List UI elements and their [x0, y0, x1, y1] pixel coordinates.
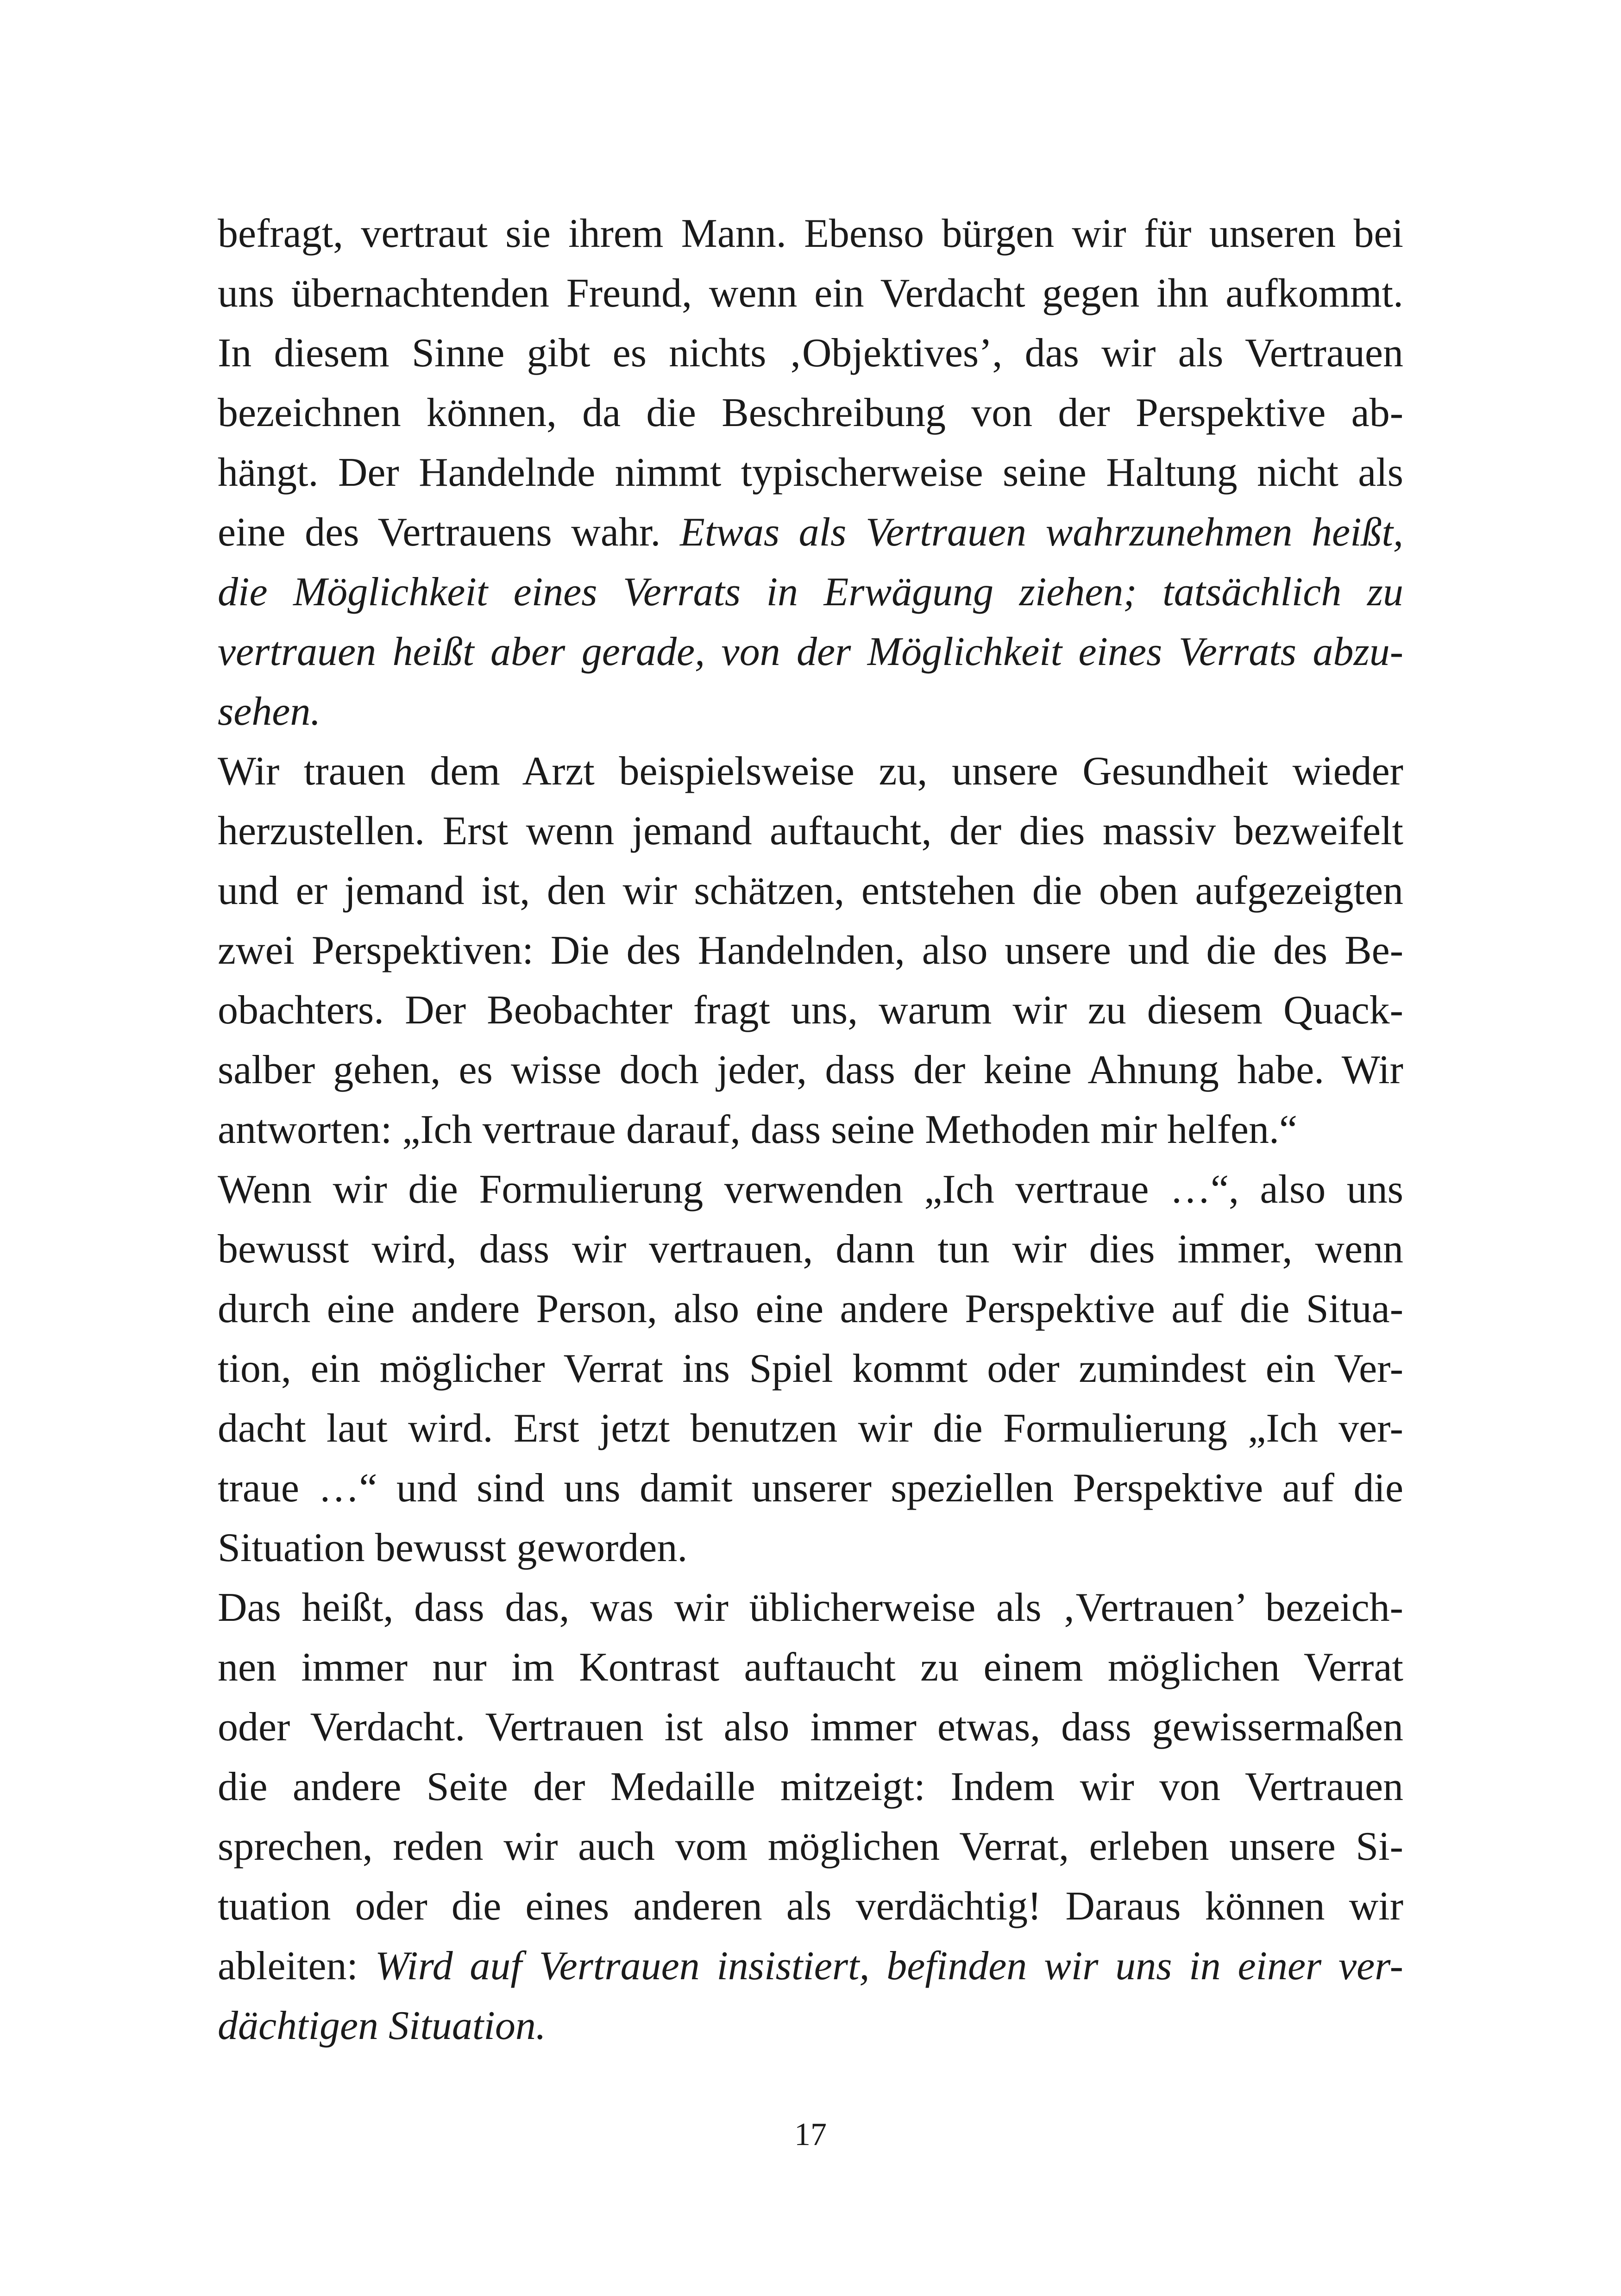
text-line [218, 1458, 1403, 1518]
text-run: antworten: „Ich vertraue darauf, dass seine Methoden mir helfen.“ [218, 1107, 1298, 1152]
italic-run: vertrauen heißt aber gerade, von der Möglichkeit eines Verrats abzu- [218, 629, 1403, 674]
text-line [218, 383, 1403, 443]
text-line [218, 921, 1403, 980]
italic-run: dächtigen Situation. [218, 2003, 546, 2048]
text-line [218, 443, 1403, 502]
text-run: befragt, vertraut sie ihrem Mann. Ebenso bürgen wir für unseren bei [218, 211, 1403, 256]
text-run: In diesem Sinne gibt es nichts ‚Objektives’, das wir als Vertrauen [218, 331, 1403, 376]
text-run: salber gehen, es wisse doch jeder, dass der keine Ahnung habe. Wir [218, 1048, 1403, 1092]
text-line [218, 1936, 1403, 1996]
text-run: bezeichnen können, da die Beschreibung von der Perspektive ab- [218, 390, 1403, 435]
text-line [218, 1339, 1403, 1399]
text-run: Wenn wir die Formulierung verwenden „Ich vertraue …“, also uns [218, 1167, 1403, 1212]
text-line [218, 263, 1403, 323]
text-run: hängt. Der Handelnde nimmt typischerweise seine Haltung nicht als [218, 450, 1403, 495]
text-line [218, 1996, 1403, 2056]
text-run: durch eine andere Person, also eine andere Perspektive auf die Situa- [218, 1286, 1403, 1331]
text-line [218, 1578, 1403, 1637]
text-run: oder Verdacht. Vertrauen ist also immer etwas, dass gewissermaßen [218, 1705, 1403, 1750]
text-line [218, 1876, 1403, 1936]
text-line [218, 741, 1403, 801]
text-line [218, 1279, 1403, 1339]
text-run: nen immer nur im Kontrast auftaucht zu einem möglichen Verrat [218, 1645, 1403, 1690]
text-run: sprechen, reden wir auch vom möglichen Verrat, erleben unsere Si- [218, 1824, 1403, 1869]
text-line [218, 980, 1403, 1040]
text-line [218, 1757, 1403, 1817]
text-run: zwei Perspektiven: Die des Handelnden, also unsere und die des Be- [218, 928, 1403, 973]
text-run: eine des Vertrauens wahr. [218, 510, 680, 555]
italic-run: sehen. [218, 689, 321, 734]
text-line [218, 1040, 1403, 1100]
text-line [218, 323, 1403, 383]
text-line [218, 502, 1403, 562]
text-run: Wir trauen dem Arzt beispielsweise zu, unsere Gesundheit wieder [218, 749, 1403, 794]
text-line [218, 1399, 1403, 1458]
text-run: ableiten: [218, 1944, 375, 1989]
text-run: obachters. Der Beobachter fragt uns, warum wir zu diesem Quack- [218, 988, 1403, 1033]
italic-run: Wird auf Vertrauen insistiert, befinden wir uns in einer ver- [375, 1944, 1403, 1989]
text-line [218, 204, 1403, 263]
text-line [218, 622, 1403, 682]
text-run: uns übernachtenden Freund, wenn ein Verdacht gegen ihn aufkommt. [218, 271, 1403, 316]
text-run: dacht laut wird. Erst jetzt benutzen wir die Formulierung „Ich ver- [218, 1406, 1403, 1451]
text-line [218, 1817, 1403, 1876]
text-run: Das heißt, dass das, was wir üblicherweise als ‚Vertrauen’ bezeich- [218, 1585, 1403, 1630]
text-line [218, 1219, 1403, 1279]
text-line [218, 1518, 1403, 1578]
text-line [218, 861, 1403, 921]
text-run: und er jemand ist, den wir schätzen, entstehen die oben aufgezeigten [218, 868, 1403, 913]
text-run: die andere Seite der Medaille mitzeigt: Indem wir von Vertrauen [218, 1764, 1403, 1809]
text-run: tuation oder die eines anderen als verdächtig! Daraus können wir [218, 1884, 1403, 1929]
page-number: 17 [794, 2117, 827, 2152]
text-run: traue …“ und sind uns damit unserer speziellen Perspektive auf die [218, 1466, 1403, 1511]
text-line [218, 801, 1403, 861]
text-line [218, 562, 1403, 622]
italic-run: die Möglichkeit eines Verrats in Erwägung ziehen; tatsächlich zu [218, 570, 1403, 615]
text-line [218, 1100, 1403, 1160]
body-text [218, 204, 1403, 2056]
text-run: herzustellen. Erst wenn jemand auftaucht, der dies massiv bezweifelt [218, 809, 1403, 853]
text-run: tion, ein möglicher Verrat ins Spiel kommt oder zumindest ein Ver- [218, 1346, 1403, 1391]
text-line [218, 682, 1403, 741]
italic-run: Etwas als Vertrauen wahrzunehmen heißt, [679, 510, 1403, 555]
text-line [218, 1160, 1403, 1219]
text-run: Situation bewusst geworden. [218, 1525, 688, 1570]
text-run: bewusst wird, dass wir vertrauen, dann tun wir dies immer, wenn [218, 1227, 1403, 1272]
text-line [218, 1697, 1403, 1757]
text-line [218, 1637, 1403, 1697]
